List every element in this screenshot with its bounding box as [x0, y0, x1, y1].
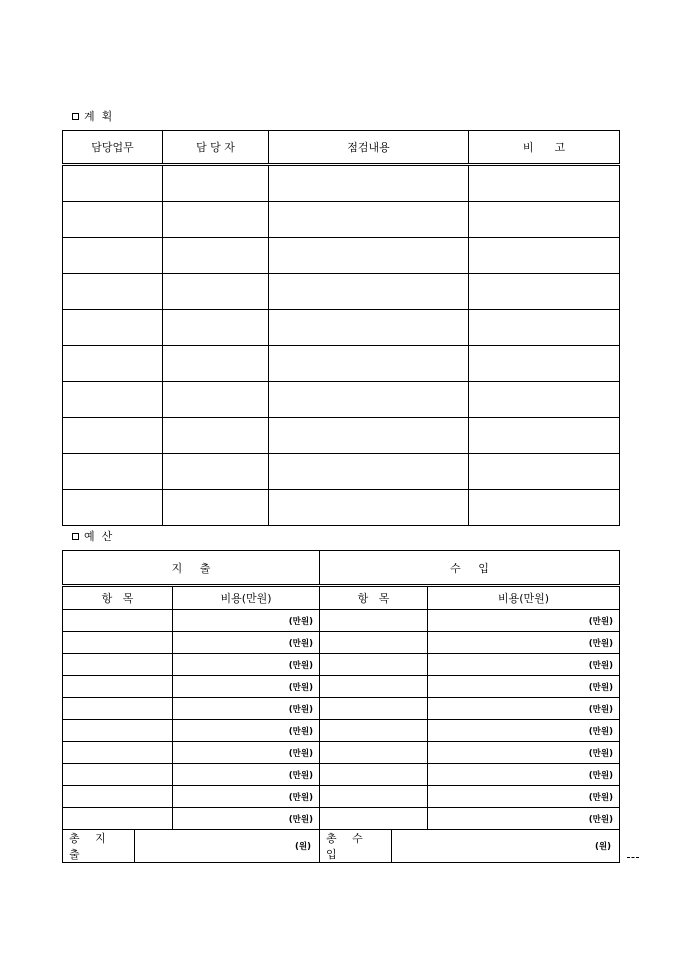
income-item-cell[interactable] — [320, 632, 428, 654]
remarks-cell[interactable] — [469, 490, 620, 526]
duty-cell[interactable] — [63, 274, 163, 310]
income-cost-header: 비용(만원) — [428, 586, 620, 610]
expense-item-cell[interactable] — [63, 742, 173, 764]
content-cell[interactable] — [269, 310, 469, 346]
budget-column-header-row — [63, 586, 620, 610]
duty-cell[interactable] — [63, 202, 163, 238]
budget-title-text: 예 산 — [84, 530, 113, 543]
expense-item-cell[interactable] — [63, 808, 173, 830]
header-check-content: 점검내용 — [269, 131, 469, 165]
budget-table — [62, 550, 620, 863]
income-cost-cell[interactable]: (만원) — [428, 786, 620, 808]
expense-cost-cell[interactable]: (만원) — [173, 654, 320, 676]
header-duty: 담당업무 — [63, 131, 163, 165]
person-cell[interactable] — [163, 202, 269, 238]
income-item-cell[interactable] — [320, 742, 428, 764]
expense-cost-cell[interactable]: (만원) — [173, 610, 320, 632]
content-cell[interactable] — [269, 490, 469, 526]
duty-cell[interactable] — [63, 454, 163, 490]
duty-cell[interactable] — [63, 490, 163, 526]
income-cost-cell[interactable]: (만원) — [428, 654, 620, 676]
plan-row — [63, 202, 620, 238]
income-header: 수 입 — [320, 551, 620, 586]
remarks-cell[interactable] — [469, 346, 620, 382]
person-cell[interactable] — [163, 490, 269, 526]
duty-cell[interactable] — [63, 165, 163, 202]
income-item-cell[interactable] — [320, 786, 428, 808]
plan-row — [63, 238, 620, 274]
income-cost-cell[interactable]: (만원) — [428, 720, 620, 742]
budget-total-row — [63, 830, 620, 863]
expense-item-header: 항 목 — [63, 586, 173, 610]
income-cost-cell[interactable]: (만원) — [428, 632, 620, 654]
plan-row — [63, 346, 620, 382]
income-cost-cell[interactable]: (만원) — [428, 698, 620, 720]
plan-row — [63, 454, 620, 490]
checkbox-square-icon — [72, 113, 79, 120]
budget-row — [63, 654, 620, 676]
plan-row — [63, 274, 620, 310]
plan-table — [62, 130, 620, 526]
remarks-cell[interactable] — [469, 418, 620, 454]
person-cell[interactable] — [163, 165, 269, 202]
expense-cost-cell[interactable]: (만원) — [173, 632, 320, 654]
remarks-cell[interactable] — [469, 310, 620, 346]
content-cell[interactable] — [269, 165, 469, 202]
person-cell[interactable] — [163, 382, 269, 418]
remarks-cell[interactable] — [469, 238, 620, 274]
budget-section-header-row — [63, 551, 620, 586]
income-item-header: 항 목 — [320, 586, 428, 610]
duty-cell[interactable] — [63, 310, 163, 346]
expense-cost-cell[interactable]: (만원) — [173, 808, 320, 830]
expense-item-cell[interactable] — [63, 698, 173, 720]
content-cell[interactable] — [269, 418, 469, 454]
income-item-cell[interactable] — [320, 698, 428, 720]
plan-row — [63, 165, 620, 202]
income-item-cell[interactable] — [320, 808, 428, 830]
total-expense-value[interactable]: (원) — [135, 830, 320, 863]
plan-row — [63, 310, 620, 346]
expense-cost-header: 비용(만원) — [173, 586, 320, 610]
total-expense-label: 총 지 출 — [63, 830, 135, 863]
person-cell[interactable] — [163, 418, 269, 454]
duty-cell[interactable] — [63, 418, 163, 454]
expense-cost-cell[interactable]: (만원) — [173, 720, 320, 742]
total-income-value[interactable]: (원) — [392, 830, 620, 863]
content-cell[interactable] — [269, 238, 469, 274]
income-cost-cell[interactable]: (만원) — [428, 610, 620, 632]
budget-section-title — [72, 528, 112, 544]
duty-cell[interactable] — [63, 346, 163, 382]
income-item-cell[interactable] — [320, 654, 428, 676]
income-item-cell[interactable] — [320, 610, 428, 632]
expense-item-cell[interactable] — [63, 764, 173, 786]
income-cost-cell[interactable]: (만원) — [428, 676, 620, 698]
remarks-cell[interactable] — [469, 202, 620, 238]
income-item-cell[interactable] — [320, 764, 428, 786]
budget-row — [63, 720, 620, 742]
remarks-cell[interactable] — [469, 382, 620, 418]
income-item-cell[interactable] — [320, 676, 428, 698]
total-income-label: 총 수 입 — [320, 830, 392, 863]
expense-header: 지 출 — [63, 551, 320, 586]
income-cost-cell[interactable]: (만원) — [428, 742, 620, 764]
budget-row — [63, 698, 620, 720]
content-cell[interactable] — [269, 202, 469, 238]
plan-row — [63, 490, 620, 526]
income-cost-cell[interactable]: (만원) — [428, 808, 620, 830]
remarks-cell[interactable] — [469, 165, 620, 202]
expense-item-cell[interactable] — [63, 786, 173, 808]
header-person-in-charge: 담 당 자 — [163, 131, 269, 165]
content-cell[interactable] — [269, 382, 469, 418]
plan-title-text: 계 획 — [84, 110, 113, 123]
person-cell[interactable] — [163, 238, 269, 274]
expense-item-cell[interactable] — [63, 720, 173, 742]
budget-row — [63, 786, 620, 808]
expense-cost-cell[interactable]: (만원) — [173, 786, 320, 808]
remarks-cell[interactable] — [469, 274, 620, 310]
income-cost-cell[interactable]: (만원) — [428, 764, 620, 786]
expense-item-cell[interactable] — [63, 676, 173, 698]
corner-mark — [627, 857, 639, 860]
plan-section-title — [72, 108, 112, 124]
content-cell[interactable] — [269, 346, 469, 382]
expense-item-cell[interactable] — [63, 632, 173, 654]
duty-cell[interactable] — [63, 238, 163, 274]
remarks-cell[interactable] — [469, 454, 620, 490]
expense-item-cell[interactable] — [63, 610, 173, 632]
expense-cost-cell[interactable]: (만원) — [173, 742, 320, 764]
person-cell[interactable] — [163, 274, 269, 310]
content-cell[interactable] — [269, 454, 469, 490]
income-item-cell[interactable] — [320, 720, 428, 742]
plan-row — [63, 382, 620, 418]
header-remarks: 비 고 — [469, 131, 620, 165]
expense-cost-cell[interactable]: (만원) — [173, 676, 320, 698]
content-cell[interactable] — [269, 274, 469, 310]
expense-item-cell[interactable] — [63, 654, 173, 676]
expense-cost-cell[interactable]: (만원) — [173, 698, 320, 720]
checkbox-square-icon — [72, 533, 79, 540]
person-cell[interactable] — [163, 346, 269, 382]
person-cell[interactable] — [163, 454, 269, 490]
budget-row — [63, 676, 620, 698]
plan-header-row — [63, 131, 620, 165]
budget-row — [63, 808, 620, 830]
budget-row — [63, 742, 620, 764]
budget-row — [63, 610, 620, 632]
expense-cost-cell[interactable]: (만원) — [173, 764, 320, 786]
plan-row — [63, 418, 620, 454]
budget-row — [63, 764, 620, 786]
person-cell[interactable] — [163, 310, 269, 346]
budget-row — [63, 632, 620, 654]
duty-cell[interactable] — [63, 382, 163, 418]
